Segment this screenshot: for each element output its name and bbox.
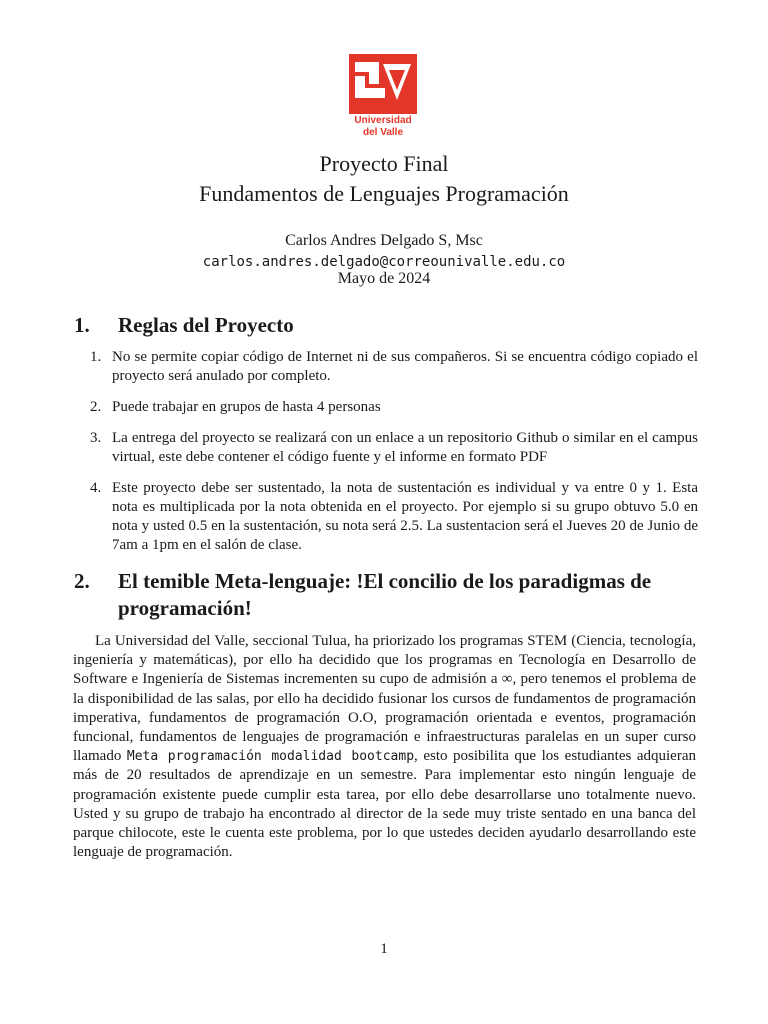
course-name-code: Meta programación modalidad bootcamp: [126, 749, 415, 765]
paragraph-text-start: La Universidad del Valle, seccional Tulua, ha priorizado los programas STEM (Ciencia, tecnología, ingeniería y matemáticas), por ello ha decidido que los programas en Tecnología en Desarrollo de Software e Ingeniería de Sistemas incrementen su cupo de admisión a ∞, pero tenemos el problema de la disponibilidad de las salas, por ello ha decidido fusionar los cursos de fundamentos de programación imperativa, fundamentos de programación O.O, programación orientada e eventos, programación funcional, fundamentos de lenguajes de programación e infraestructuras paralelas en un super curso llamado: [73, 633, 696, 765]
section-2-number: 2.: [74, 569, 90, 593]
page-number: 1: [380, 941, 388, 957]
document-date: Mayo de 2024: [337, 270, 431, 287]
section-2-heading: [74, 568, 704, 624]
rule-number: 2.: [90, 399, 102, 415]
rules-list: [72, 348, 698, 567]
rule-number: 1.: [90, 349, 102, 365]
section-1-number: 1.: [74, 313, 90, 337]
author-name: Carlos Andres Delgado S, Msc: [285, 232, 483, 249]
document-title-line-2: Fundamentos de Lenguajes Programación: [199, 181, 569, 206]
rule-item: [72, 398, 698, 417]
rule-item: [72, 348, 698, 386]
section-2-paragraph: [73, 632, 696, 862]
author-email: carlos.andres.delgado@correounivalle.edu.co: [202, 254, 566, 270]
logo-line-2: del Valle: [362, 127, 404, 138]
rule-text: Este proyecto debe ser sustentado, la nota de sustentación es individual y va entre 0 y 1. Esta nota es multiplicada por la nota obtenida en el proyecto. Por ejemplo si su grupo obtuvo 5.0 en nota y usted 0.5 en la sustentación, su nota será 2.5. La sustentacion será el Jueves 20 de Junio de 7am a 1pm en el salón de clase.: [112, 480, 698, 553]
document-title-line-1: Proyecto Final: [319, 151, 449, 176]
university-logo: [349, 54, 417, 142]
univalle-emblem-icon: [349, 54, 417, 114]
rule-text: No se permite copiar código de Internet ni de sus compañeros. Si se encuentra código copiado el proyecto será anulado por completo.: [112, 349, 698, 384]
rule-item: [72, 479, 698, 555]
rule-item: [72, 429, 698, 467]
rule-text: La entrega del proyecto se realizará con un enlace a un repositorio Github o similar en el campus virtual, este debe contener el código fuente y el informe en formato PDF: [112, 430, 698, 465]
rule-text: Puede trabajar en grupos de hasta 4 personas: [112, 399, 381, 415]
rule-number: 3.: [90, 430, 102, 446]
section-1-heading: [74, 312, 704, 340]
section-1-title: Reglas del Proyecto: [118, 313, 294, 337]
paragraph-text-end: , esto posibilita que los estudiantes adquieran más de 20 resultados de aprendizaje en un semestre. Para implementar esto ningún lenguaje de programación existente puede cumplir esta tarea, por ello debe desarrollarse uno totalmente nuevo. Usted y su grupo de trabajo ha encontrado al director de la sede muy triste sentado en una banca del parque chilocote, este le cuenta este problema, por lo que ustedes deciden ayudarlo desarrollando este lenguaje de programación.: [73, 748, 696, 861]
section-2-title: El temible Meta-lenguaje: !El concilio de los paradigmas de programación!: [118, 569, 652, 620]
rule-number: 4.: [90, 480, 102, 496]
logo-line-1: Universidad: [354, 115, 412, 126]
